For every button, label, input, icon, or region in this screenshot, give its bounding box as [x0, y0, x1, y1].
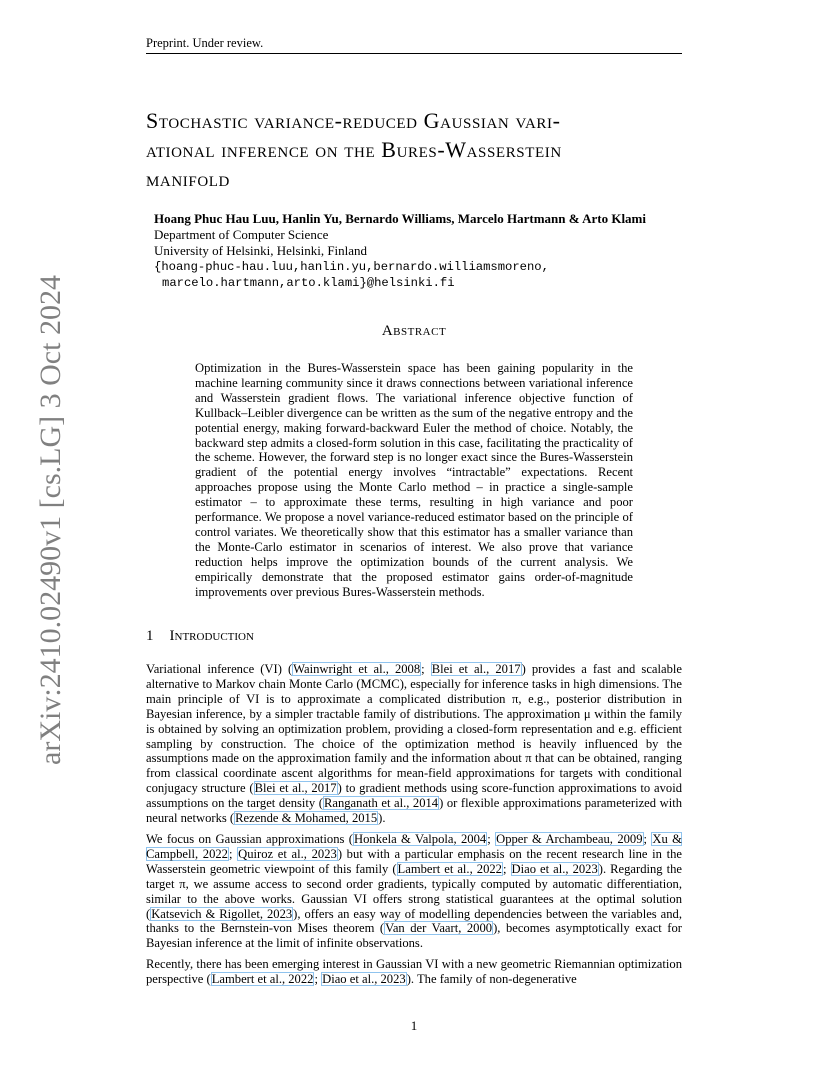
paper-title	[146, 106, 691, 193]
text-span: ) provides a fast and scalable alternative to Markov chain Monte Carlo (MCMC), especially for inference tasks in high dimensions. The main principle of VI is to approximate a complicated distribution π, e.g., posterior distribution in Bayesian inference, by a simpler tractable family of distributions. The approximation μ within the family is obtained by solving an optimization problem, providing a closed-form representation and e.g. efficient sampling by construction. The choice of the optimization method is heavily influenced by the assumptions made on the approximation family and the information about π that can be obtained, ranging from classical coordinate ascent algorithms for mean-field approximations for targets with conditional conjugacy structure (	[146, 662, 682, 796]
header-rule	[146, 53, 682, 54]
author-emails-line-1: {hoang-phuc-hau.luu,hanlin.yu,bernardo.williamsmoreno,	[154, 260, 549, 274]
citation-link[interactable]: Xu & Campbell, 2022	[146, 831, 682, 861]
citation-link[interactable]: Lambert et al., 2022	[397, 861, 502, 876]
citation-link[interactable]: Blei et al., 2017	[431, 662, 521, 676]
text-span: ;	[487, 831, 496, 846]
text-span: Recently, there has been emerging interest in Gaussian VI with a new geometric Riemannian optimization perspective (	[146, 957, 682, 987]
abstract-heading: Abstract	[381, 323, 447, 339]
citation-link[interactable]: Diao et al., 2023	[322, 972, 406, 987]
text-span: Variational inference (VI) (	[146, 662, 293, 676]
citation-link[interactable]: Honkela & Valpola, 2004	[354, 831, 487, 846]
text-span: ) but with a particular emphasis on the recent research line in the Wasserstein geometric viewpoint of this family (	[146, 846, 683, 876]
author-department: Department of Computer Science	[154, 227, 329, 242]
body-text	[146, 662, 682, 993]
citation-link[interactable]: Ranganath et al., 2014	[323, 796, 439, 811]
page-number: 1	[410, 1018, 418, 1033]
text-span: ) or flexible approximations parameterized with neural networks (	[146, 796, 682, 826]
citation-link[interactable]: Katsevich & Rigollet, 2023	[151, 906, 293, 921]
citation-link[interactable]: Diao et al., 2023	[511, 861, 598, 876]
text-span: We focus on Gaussian approximations (	[146, 831, 353, 846]
author-emails-line-2: marcelo.hartmann,arto.klami}@helsinki.fi	[162, 276, 455, 290]
text-span: ;	[228, 846, 238, 861]
text-span: ) to gradient methods using score-function approximations to avoid assumptions on the target density (	[146, 781, 682, 811]
citation-link[interactable]: Opper & Archambeau, 2009	[496, 831, 643, 846]
author-names: Hoang Phuc Hau Luu, Hanlin Yu, Bernardo Williams, Marcelo Hartmann & Arto Klami	[154, 211, 647, 226]
arxiv-stamp-text: arXiv:2410.02490v1 [cs.LG] 3 Oct 2024	[34, 275, 67, 765]
citation-link[interactable]: Quiroz et al., 2023	[238, 846, 337, 861]
citation-link[interactable]: Rezende & Mohamed, 2015	[235, 811, 378, 826]
title-line-3: manifold	[146, 166, 230, 191]
running-header: Preprint. Under review.	[146, 36, 264, 50]
text-span: ;	[421, 662, 431, 676]
text-span: ). The family of non-degenerative	[406, 972, 577, 987]
paragraph-1	[146, 662, 682, 826]
title-line-2: ational inference on the Bures-Wasserstein	[146, 137, 562, 162]
section-number: 1	[146, 628, 154, 644]
text-span: ). Regarding the target π, we assume access to second order gradients, typically computed by automatic differentiation, similar to the above works. Gaussian VI offers strong statistical guarantees at the optimal solution (	[146, 861, 683, 921]
paragraph-3	[146, 957, 682, 987]
citation-link[interactable]: Van der Vaart, 2000	[385, 921, 493, 936]
text-span: ), offers an easy way of modelling dependencies between the variables and, thanks to the Bernstein-von Mises theorem (	[146, 906, 683, 936]
text-span: ;	[314, 972, 322, 987]
abstract-text: Optimization in the Bures-Wasserstein space has been gaining popularity in the machine learning community since it draws connections between variational inference and Wasserstein gradient flows. The variational inference objective function of Kullback–Leibler divergence can be written as the sum of the negative entropy and the potential energy, making forward-backward Euler the method of choice. Notably, the backward step admits a closed-form solution in this case, facilitating the practicality of the scheme. However, the forward step is no longer exact since the Bures-Wasserstein gradient of the potential energy involves “intractable” expectations. Recent approaches propose using the Monte Carlo method – in practice a single-sample estimator – to approximate these terms, resulting in high variance and poor performance. We propose a novel variance-reduced estimator based on the principle of control variates. We theoretically show that this estimator has a smaller variance than the Monte-Carlo estimator in scenarios of interest. We also prove that variance reduction helps improve the optimization bounds of the current analysis. We empirically demonstrate that the proposed estimator gains order-of-magnitude improvements over previous Bures-Wasserstein methods.	[195, 361, 633, 599]
author-block	[154, 211, 646, 291]
author-university: University of Helsinki, Helsinki, Finland	[154, 243, 368, 258]
text-span: ;	[502, 861, 511, 876]
paragraph-2	[146, 832, 682, 951]
section-title: Introduction	[169, 628, 254, 644]
text-span: ).	[378, 811, 386, 826]
text-span: ), becomes asymptotically exact for Bayesian inference at the limit of infinite observations.	[146, 921, 682, 951]
citation-link[interactable]: Lambert et al., 2022	[211, 972, 314, 987]
section-heading	[146, 628, 254, 645]
title-line-1: Stochastic variance-reduced Gaussian vari-	[146, 108, 561, 133]
citation-link[interactable]: Wainwright et al., 2008	[293, 662, 421, 676]
text-span: ;	[643, 831, 652, 846]
citation-link[interactable]: Blei et al., 2017	[254, 781, 337, 796]
